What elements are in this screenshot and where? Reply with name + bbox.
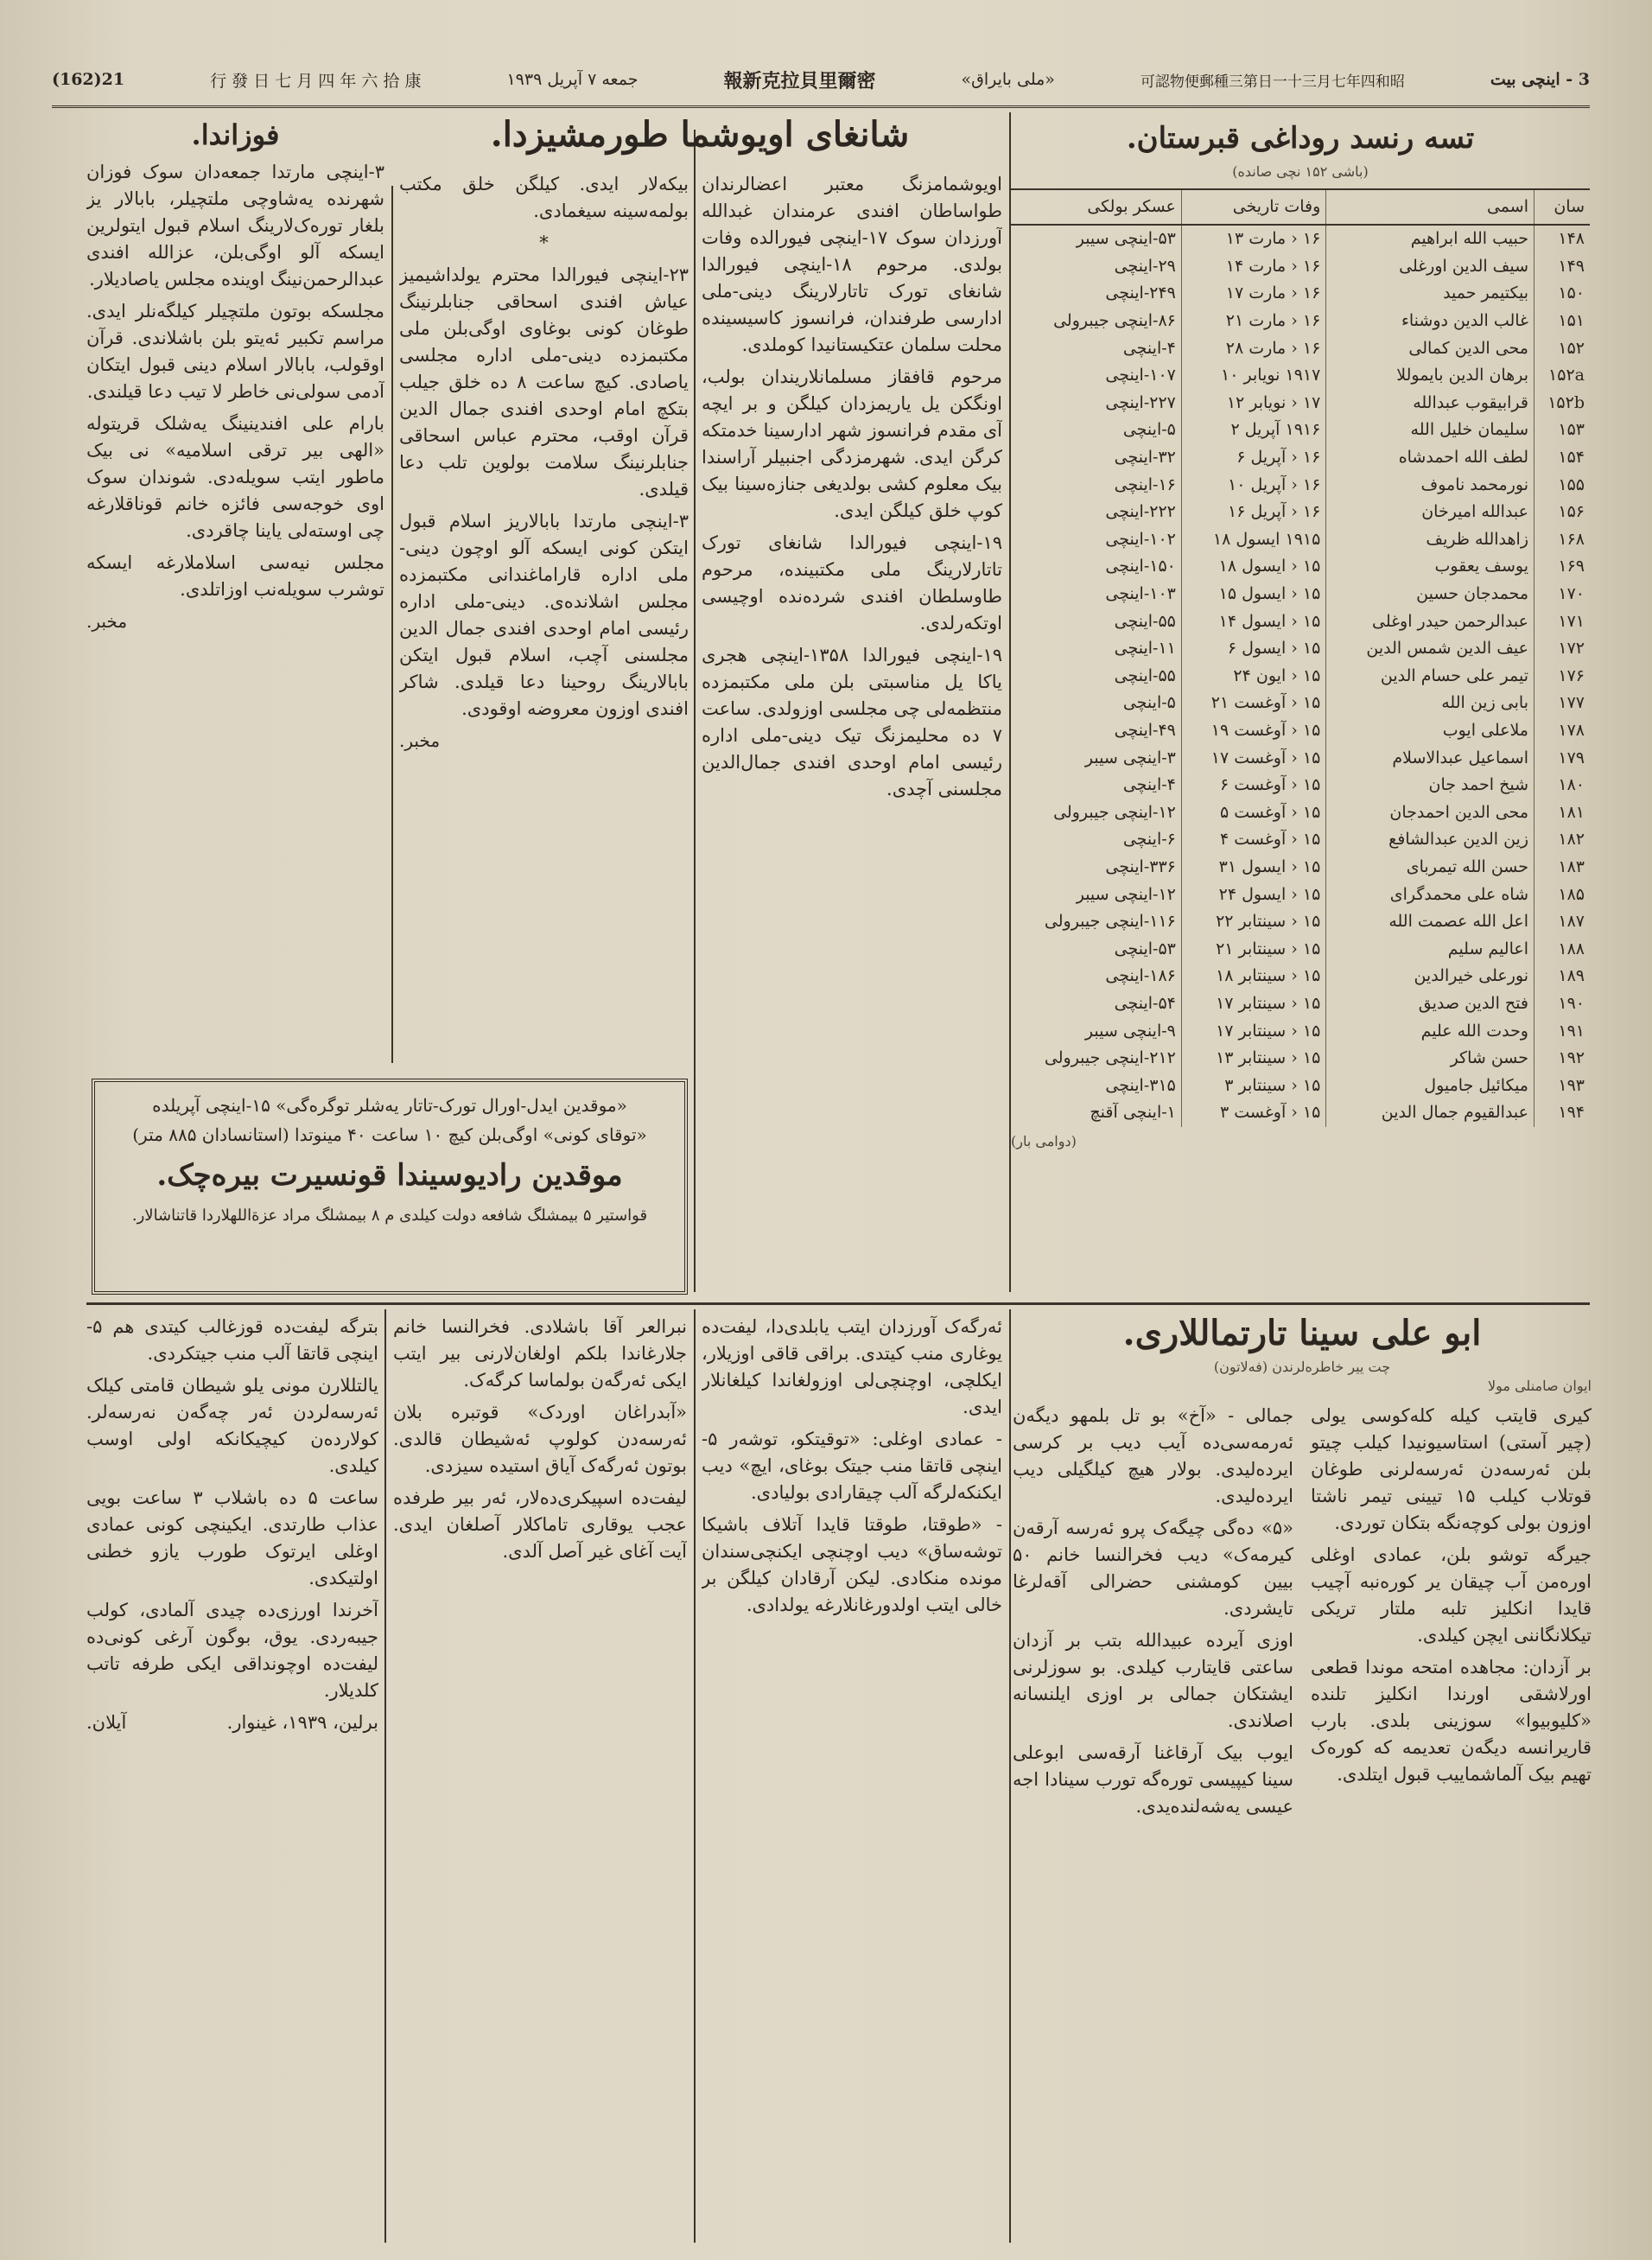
table-cell: ۱۵۱ (1558, 311, 1585, 331)
table-cell: لطف الله احمدشاه (1326, 444, 1534, 472)
separator-star: * (539, 232, 549, 253)
table-cell: میکائیل جامیول (1326, 1072, 1534, 1099)
table-row (1011, 553, 1590, 581)
table-cell: ۱۶ ‹ مارت ۱۴ (1181, 253, 1325, 281)
page-label: 3 - اینچی بیت (1490, 70, 1590, 89)
table-cell: زین الدین عبدالشافع (1326, 826, 1534, 854)
table-cell: ۸۶-اینچی جیبرولی (1011, 308, 1181, 335)
ad-line: «موقدین ایدل-اورال تورک-تاتار یه‌شلر توگره‌گی» ۱۵-اینچی آپریلده (152, 1095, 627, 1116)
table-cell: نورمحمد ناموف (1326, 471, 1534, 499)
table-cell: سلیمان خلیل الله (1326, 417, 1534, 444)
table-row (1011, 280, 1590, 308)
table-cell: ۱۸۳ (1558, 856, 1585, 876)
table-row (1011, 663, 1590, 691)
table-cell: ۱۶ ‹ مارت ۱۷ (1181, 280, 1325, 308)
table-cell: ۱۲-اینچی جیبرولی (1011, 799, 1181, 826)
table-row (1011, 717, 1590, 745)
table-cell: ۱۵ ‹ ایسول ۱۵ (1181, 581, 1325, 608)
table-cell: ۳-اینچی سیبر (1011, 744, 1181, 772)
table-row (1011, 390, 1590, 417)
table-row (1011, 744, 1590, 772)
table-cell: ۱۷۹ (1558, 748, 1585, 767)
table-cell: ۱۹۳ (1558, 1075, 1585, 1095)
table-cell: ۱۱-اینچی (1011, 635, 1181, 663)
table-cell: زاهدالله ظریف (1326, 526, 1534, 554)
table-header (1011, 189, 1590, 225)
table-cell: اعل الله عصمت الله (1326, 908, 1534, 936)
table-cell: ۱۸۲ (1558, 830, 1585, 850)
table-row (1011, 935, 1590, 963)
table-row (1011, 581, 1590, 608)
table-cell: ۱۵۲b (1547, 392, 1585, 412)
table-row (1011, 990, 1590, 1018)
table-cell: ۳۱۵-اینچی (1011, 1072, 1181, 1099)
table-cell: ۱۶ ‹ مارت ۱۳ (1181, 225, 1325, 253)
table-cell: ۱۶ ‹ آپریل ۶ (1181, 444, 1325, 472)
paragraph: اویوشمامزنگ معتبر اعضالرندان طواسا‌طان افندی عرمندان غبدالله آورزدان سوک ۱۷-اینچی فیورالده وفات بولدی. مرحوم ۱۸-اینچی فیورالدا شانغای تورک تاتارلارینگ دینی-ملی ادارسی طرفندان، فرانسوز کاسیسینده محلت سلمان عتکیستانیدا کوملدی. (702, 174, 1002, 355)
table-cell: وحدت الله علیم (1326, 1017, 1534, 1045)
table-row (1011, 826, 1590, 854)
cemetery-table (1011, 188, 1590, 1127)
table-row (1011, 308, 1590, 335)
table-cell: ۱۸۰ (1558, 775, 1585, 795)
table-cell: برهان الدین بایموللا (1326, 362, 1534, 390)
paragraph: «۵» ده‌گی چیگه‌ک پرو ئه‌رسه آرقه‌ن کیرمه‌ک» دیب فخرالنسا خانم ۵۰ بیین کومشنی حضرالی آقه‌لرغا تایشردی. (1013, 1518, 1293, 1619)
table-cell: ۱۶۸ (1558, 529, 1585, 549)
table-row (1011, 1099, 1590, 1127)
table-cell: ۱۴۸ (1558, 229, 1585, 249)
table-cell: ۱۵ ‹ ایون ۲۴ (1181, 663, 1325, 691)
paragraph: - عمادی اوغلی: «توقیتکو، توشه‌ر ۵-اینچی قاتقا منب جیتک بوغای، ایچ» دیب ایکنکه‌لرگه آلب چیقارادی بولیادی. (702, 1429, 1002, 1503)
table-cell: ۱۲-اینچی سیبر (1011, 881, 1181, 908)
table-cell: یوسف یعقوب (1326, 553, 1534, 581)
signature: مخبر. (399, 730, 441, 751)
table-cell: ۱۵۰ (1558, 283, 1585, 303)
table-cell: ۱۶ ‹ مارت ۲۱ (1181, 308, 1325, 335)
table-row (1011, 499, 1590, 526)
table-cell: ۱۰۷-اینچی (1011, 362, 1181, 390)
table-cell: ۱۷۷ (1558, 693, 1585, 713)
table-cell: ۱۷۶ (1558, 665, 1585, 685)
avicenna-byline: چت ییر خاطره‌لرندن (فه‌لاتون) (1213, 1359, 1391, 1375)
table-cell: ۱۸۹ (1558, 966, 1585, 986)
table-row (1011, 854, 1590, 882)
table-cell: ۵۴-اینچی (1011, 990, 1181, 1018)
continuation-col-a (702, 1314, 1002, 2247)
table-cell: ۱۷۱ (1558, 611, 1585, 631)
fuzan-title: فوزاندا. (191, 118, 280, 151)
ad-line: «توقای کونی» اوگی‌بلن کیچ ۱۰ ساعت ۴۰ مینوتدا (استانسادان ۸۸۵ متر) (132, 1124, 647, 1145)
avicenna-col-b (1311, 1403, 1592, 1825)
table-cell: ملاعلی ایوب (1326, 717, 1534, 745)
paragraph: ۲۳-اینچی فیورالدا محترم یولداشیمیز عیاش افندی اسحاقی جنابلرنینگ طوغان کونی بوغاوی اوگی‌بلن ملی مکتبمزده دینی-ملی اداره مجلسی یاصادی. کیچ ساعت ۸ ده خلق جیلب بتکچ امام اوحدی افندی جمال الدین قرآن اوقب، محترم عباس اسحاقی جنابلرنینگ سلامت بولوین تلب دعا قیلدی. (399, 264, 689, 500)
table-cell: ۱۵ ‹ آوغست ۵ (1181, 799, 1325, 826)
table-row (1011, 963, 1590, 990)
cemetery-title: تسه رنسد روداغی قبرستان. (1126, 121, 1475, 156)
table-cell: بیکتیمر حمید (1326, 280, 1534, 308)
avicenna-col-a (1013, 1403, 1293, 1825)
table-cell: ۱۵ ‹ سینتابر ۱۷ (1181, 1017, 1325, 1045)
table-row (1011, 772, 1590, 799)
table-row (1011, 908, 1590, 936)
table-cell: ۲۱۲-اینچی جیبرولی (1011, 1045, 1181, 1073)
table-cell: ۹-اینچی سیبر (1011, 1017, 1181, 1045)
table-cell: عبدالله امیرخان (1326, 499, 1534, 526)
continuation-col-c (86, 1314, 378, 2247)
table-cell: بابی زین الله (1326, 690, 1534, 717)
table-cell: ۱۷۸ (1558, 720, 1585, 740)
table-cell: ۱۵ ‹ سینتابر ۳ (1181, 1072, 1325, 1099)
table-cell: ۱۵ ‹ ایسول ۲۴ (1181, 881, 1325, 908)
paragraph: ۱۹-اینچی فیورالدا شانغای تورک تاتارلارینگ ملی مکتبینده، مرحوم طاوسلطان افندی شرده‌نده اوچیسی اوتکه‌رلدی. (702, 532, 1002, 633)
table-cell: ۱۰۲-اینچی (1011, 526, 1181, 554)
table-cell: ۱۰۳-اینچی (1011, 581, 1181, 608)
table-cell: ۱۵۲a (1548, 366, 1585, 385)
table-cell: ۱۹۱۵ ایسول ۱۸ (1181, 526, 1325, 554)
table-cell: ۴-اینچی (1011, 334, 1181, 362)
table-cell: ۱۹۱ (1558, 1021, 1585, 1041)
table-row (1011, 1017, 1590, 1045)
table-cell: ۱۵ ‹ سینتابر ۲۲ (1181, 908, 1325, 936)
table-cell: ۱۶۹ (1558, 557, 1585, 576)
table-cell: شیخ احمد جان (1326, 772, 1534, 799)
paragraph: یالتللارن مونی یلو شیطان قامتی کیلک ئه‌رسه‌لردن ئه‌ر چه‌گه‌ن نه‌رسه‌لر. کولارده‌ن کیچیکانکه اولی اوسب کیلدی. (86, 1375, 378, 1476)
column-rule (1009, 1309, 1011, 2243)
table-cell: ۱۸۱ (1558, 802, 1585, 822)
table-cell: ۲۴۹-اینچی (1011, 280, 1181, 308)
table-cell: ۱۵ ‹ ایسول ۱۴ (1181, 608, 1325, 635)
continuation-col-b (393, 1314, 687, 2247)
table-cell: ۵-اینچی (1011, 690, 1181, 717)
paragraph: بترگه لیفت‌ده قوزغالب کیتدی هم ۵-اینچی قاتقا آلب منب جیتکردی. (86, 1316, 378, 1364)
issue-number: (162)21 (52, 70, 125, 89)
table-cell: ۱۵ ‹ ایسول ۳۱ (1181, 854, 1325, 882)
table-cell: ۵۳-اینچی (1011, 935, 1181, 963)
table-cell: ۲۲۲-اینچی (1011, 499, 1181, 526)
table-cell: ۱۵ ‹ آوغست ۱۹ (1181, 717, 1325, 745)
table-cell: ۱-اینچی آقنچ (1011, 1099, 1181, 1127)
shanghai-col-a (702, 171, 1002, 1286)
table-cell: ۱۵۶ (1558, 502, 1585, 522)
table-cell: ۱۵ ‹ ایسول ۱۸ (1181, 553, 1325, 581)
article-footer (86, 1709, 378, 1736)
table-cell: ۱۴۹ (1558, 256, 1585, 276)
table-cell: ۱۵ ‹ آوغست ۲۱ (1181, 690, 1325, 717)
table-row (1011, 526, 1590, 554)
paragraph: ۳-اینچی مارتدا بابالاریز اسلام قبول ایتکن کونی ایسکه آلو اوچون دینی-ملی اداره قاراماغندانی مکتبمزده مجلس اشلانده‌ی. دینی-ملی اداره رئیسی امام اوحدی افندی جمال الدین مجلسنی آچب، اسلام قبول ایتکن بابالارینگ روحینا دعا قیلدی. شاکر افندی اوزون معروضه اوقودی. (399, 511, 689, 719)
table-cell: ۶-اینچی (1011, 826, 1181, 854)
paragraph: مجلس نیه‌سی اسلاملارغه ایسکه توشرب سویله‌نب اوزاتلدی. (86, 552, 384, 600)
table-cell: ۱۵ ‹ آوغست ۴ (1181, 826, 1325, 854)
table-cell: عبدالقیوم جمال الدین (1326, 1099, 1534, 1127)
table-cell: ۳۳۶-اینچی (1011, 854, 1181, 882)
table-row (1011, 471, 1590, 499)
paragraph: لیفت‌ده اسپیکری‌ده‌لار، ئه‌ر بیر طرفده عجب یوقاری تاماکلار آصلغان ایدی. آیت آغای غیر آصل آلدی. (393, 1487, 687, 1562)
table-cell: ۱۹۴ (1558, 1103, 1585, 1123)
table-cell: ۱۸۵ (1558, 884, 1585, 904)
japanese-title: 報新克拉貝里爾密 (723, 69, 876, 92)
paragraph: ساعت ۵ ده باشلاب ۳ ساعت بویی عذاب طارتدی. ایکینچی کونی عمادی اوغلی ایرتوک طورب یازو خطنی اولتیکدی. (86, 1487, 378, 1588)
avicenna-section (1013, 1309, 1592, 2247)
avicenna-title: ابو علی سینا تارتماللاری. (1122, 1313, 1482, 1353)
table-cell: ۱۵۴ (1558, 448, 1585, 468)
section-divider (86, 1302, 1590, 1305)
column-rule (384, 1309, 386, 2243)
table-cell: ۱۵۰-اینچی (1011, 553, 1181, 581)
paragraph: - «طوقتا، طوقتا قایدا آتلاف باشیکا توشه‌ساق» دیب اوچنچی ایکنچی‌سندان مونده منکادی. لیکن آرقادان کیلگن بر خالی ایتب اولدورغانلارغه یولدادی. (702, 1514, 1002, 1615)
table-row (1011, 417, 1590, 444)
paragraph: آخرندا اورزی‌ده چیدی آلمادی، کولب جیبه‌ردی. یوق، بوگون آرغی کونی‌ده لیفت‌ده اوچونداقی ایکی طرفه تاتب کلدیلار. (86, 1600, 378, 1701)
table-cell: محمدجان حسین (1326, 581, 1534, 608)
table-cell: ۱۵ ‹ آوغست ۱۷ (1181, 744, 1325, 772)
table-cell: حسن الله تیمربای (1326, 854, 1534, 882)
table-cell: ۱۵ ‹ سینتابر ۲۱ (1181, 935, 1325, 963)
table-cell: ۱۹۰ (1558, 993, 1585, 1013)
table-row (1011, 225, 1590, 253)
table-cell: ۲۲۷-اینچی (1011, 390, 1181, 417)
japanese-date: 行 發 日 七 月 四 年 六 拾 康 (210, 71, 422, 91)
table-cell: ۲۹-اینچی (1011, 253, 1181, 281)
table-cell: ۱۱۶-اینچی جیبرولی (1011, 908, 1181, 936)
table-row (1011, 253, 1590, 281)
paragraph: بیکه‌لار ایدی. کیلگن خلق مکتب بولمه‌سینه سیغمادی. (399, 174, 689, 221)
cemetery-footer: (دوامی بار) (1011, 1132, 1077, 1149)
paragraph: ۱۹-اینچی فیورالدا ۱۳۵۸-اینچی هجری یاکا یل مناسبتی بلن ملی مکتبمزده منتظمه‌لی چی مجلسی اوزولدی. ساعت ۷ ده محلیمزنگ تیک دینی-ملی اداره رئیسی امام اوحدی افندی جمال‌الدین مجلسنی آچدی. (702, 645, 1002, 799)
shanghai-col-b (399, 171, 689, 1070)
table-cell: ۱۵۵ (1558, 474, 1585, 494)
table-cell: ۱۶-اینچی (1011, 471, 1181, 499)
concert-ad (92, 1079, 688, 1295)
column-rule (694, 130, 696, 1292)
signature: مخبر. (86, 611, 128, 632)
shanghai-title: شانغای اویوشما طورمشیزدا. (490, 114, 910, 155)
table-cell: ۱۶ ‹ مارت ۲۸ (1181, 334, 1325, 362)
paragraph: جمالی - «آخ» بو تل بلمهو دیگه‌ن ئه‌رمه‌سی‌ده آیب دیب بر کرسی ایرده‌لیدی. بولار هیچ کیلگیلی دیب ایرده‌لیدی. (1013, 1405, 1293, 1506)
table-cell: ۱۷۰ (1558, 584, 1585, 604)
paragraph: جیرگه توشو بلن، عمادی اوغلی اوره‌من آب چیقان یر کوره‌نبه آچیب قایدا انکلیز تلبه ملتار تریکی تیکلانگاننی ایچن کیلدی. (1311, 1544, 1592, 1646)
table-cell: ۴۹-اینچی (1011, 717, 1181, 745)
table-cell: ۱۸۸ (1558, 939, 1585, 958)
column-header: اسمی (1326, 189, 1534, 225)
table-row (1011, 799, 1590, 826)
paragraph: ایوب بیک آرقاغنا آرقه‌سی ابوعلی سینا کیپیسی توره‌گه تورب سینادا اجه عیسی یه‌شه‌لنده‌یدی. (1013, 1742, 1293, 1817)
dateline: برلین، ۱۹۳۹، غینوار. (226, 1712, 378, 1733)
paragraph: ۳-اینچی مارتدا جمعه‌دان سوک فوزان شهرنده یه‌شاوچی ملتچیلر، بابالار یز بلغار توره‌ک‌لارینگ اسلام قبول ایتولرین ایسکه آلو اوگی‌بلن، عزالله افندی عبدالرحمن‌نینگ اوینده مجلس یاصادیلار. (86, 162, 384, 290)
issue-date: جمعه ۷ آپریل ۱۹۳۹ (506, 70, 639, 89)
paragraph: مرحوم قافقاز مسلمانلاریندان بولب، اونگکن یل یاریمزدان کیلگن و بر ایچه آی مقدم فرانسوز شهر ادارسینا خدمتکه کرگن ایدی. شهرمزدگی اجنبیلر آراسندا بیک معلوم کشی بولدیغی جنازه‌سینا بیک کوپ خلق کیلگن ایدی. (702, 366, 1002, 521)
paragraph: نبرالعر آقا باشلادی. فخرالنسا خانم جلارغاندا بلکم اولغان‌لارنی بیر ایتب ایکی ئه‌رگه‌ن بولماسا کرگه‌ک. (393, 1316, 687, 1391)
column-rule (391, 186, 393, 1063)
paragraph: مجلسکه بوتون ملتچیلر کیلگه‌نلر ایدی. مراسم تکبیر ئه‌یتو بلن باشلاندی. قرآن اوقولب، بابالار اسلام دینی قبول ایتکان آدمی سولی‌نی خاطر لا تیب دعا قیلندی. (86, 301, 384, 402)
table-cell: ۱۸۶-اینچی (1011, 963, 1181, 990)
cemetery-rows (1011, 225, 1590, 1127)
paragraph: کیری قایتب کیله کله‌کوسی یولی (چیر آستی) استاسیونیدا کیلب چیتو بلن ئه‌رسه‌دن ئه‌رسه‌لرنی طوغان قوتلاب کیلب ۱۵ تیینی تیمر ناشتا اوزون بولی کوچه‌نگه بتکان توردی. (1311, 1405, 1592, 1533)
table-cell: ۱۵ ‹ سینتابر ۱۸ (1181, 963, 1325, 990)
table-row (1011, 334, 1590, 362)
table-row (1011, 608, 1590, 635)
table-cell: ۳۲-اینچی (1011, 444, 1181, 472)
table-cell: قرابیقوب عبدالله (1326, 390, 1534, 417)
paragraph: اوزی آیرده عبیدالله بتب بر آزدان ساعتی قایتارب کیلدی. بو سوزلرنی ایشتکان جمالی بر اوزی ایلنسانه اصلاندی. (1013, 1630, 1293, 1731)
table-cell: محی الدین کمالی (1326, 334, 1534, 362)
table-cell: سیف الدین اورغلی (1326, 253, 1534, 281)
table-cell: اعالیم سلیم (1326, 935, 1534, 963)
table-cell: تیمر علی حسام الدین (1326, 663, 1534, 691)
paragraph: «آبدراغان اوردک» قوتبره بلان ئه‌رسه‌دن کولوپ ئه‌شیطان قالدی. بوتون ئه‌رگه‌ک آیاق استیده سیزدی. (393, 1402, 687, 1476)
table-cell: ۱۷۲ (1558, 639, 1585, 659)
column-header: سان (1534, 189, 1591, 225)
avicenna-signature: ایوان صامنلی مولا (1488, 1378, 1592, 1394)
table-cell: ۵۵-اینچی (1011, 608, 1181, 635)
ad-headline: موقدین رادیوسیندا قونسیرت بیره‌چک. (156, 1158, 623, 1193)
table-cell: ۱۷ ‹ نویابر ۱۲ (1181, 390, 1325, 417)
table-cell: اسماعیل عبدالاسلام (1326, 744, 1534, 772)
paragraph: ئه‌رگه‌ک آورزدان ایتب یابلدی‌دا، لیفت‌ده یوغاری منب کیتدی. براقی قاقی اوزیلار، ایکلچی، اوچنچی‌لی اوزولغاندا کیلغانلار ایدی. (702, 1316, 1002, 1417)
paper-name: «ملی بایراق» (961, 70, 1055, 89)
table-row (1011, 444, 1590, 472)
cemetery-section (1011, 114, 1590, 1298)
table-cell: ۱۵۲ (1558, 338, 1585, 358)
table-cell: ۱۵ ‹ آوغست ۶ (1181, 772, 1325, 799)
table-cell: ۱۹۲ (1558, 1048, 1585, 1068)
table-cell: غالب الدین دوشناء (1326, 308, 1534, 335)
table-cell: شاه علی محمدگرای (1326, 881, 1534, 908)
table-row (1011, 1072, 1590, 1099)
table-cell: نورعلی خیرالدین (1326, 963, 1534, 990)
table-cell: ۱۵ ‹ سینتابر ۱۷ (1181, 990, 1325, 1018)
table-row (1011, 881, 1590, 908)
ad-line: قواستیر ۵ بیمشلگ شافعه دولت کیلدی م ۸ بیمشلگ مراد عزةاللهلاردا قاتناشالار. (131, 1206, 648, 1225)
table-cell: ۵۵-اینچی (1011, 663, 1181, 691)
paragraph: بارام علی افندینینگ یه‌شلک قریتوله «الهی بیر ترقی اسلامیه» نی بیک ماطور ایتب سویله‌دی. شوندان سوک اوی خوجه‌سی فائزه خانم قوناقلارغه چی اوسته‌لی یاینا چاقردی. (86, 413, 384, 541)
table-cell: ۴-اینچی (1011, 772, 1181, 799)
table-cell: ۵-اینچی (1011, 417, 1181, 444)
table-cell: عیف الدین شمس الدین (1326, 635, 1534, 663)
table-cell: ۱۵ ‹ آوغست ۳ (1181, 1099, 1325, 1127)
avicenna-columns (1013, 1403, 1592, 1825)
masthead (52, 54, 1590, 108)
table-cell: ۱۶ ‹ آپریل ۱۰ (1181, 471, 1325, 499)
table-cell: ۱۶ ‹ آپریل ۱۶ (1181, 499, 1325, 526)
table-cell: محی الدین احمدجان (1326, 799, 1534, 826)
table-cell: ۱۹۱۷ نویابر ۱۰ (1181, 362, 1325, 390)
table-row (1011, 362, 1590, 390)
author: آیلان. (86, 1712, 127, 1733)
table-row (1011, 635, 1590, 663)
column-header: عسکر بولکی (1011, 189, 1181, 225)
column-rule (694, 1309, 696, 2243)
table-row (1011, 690, 1590, 717)
japanese-notice: 可認物便郵種三第日一十三月七年四和昭 (1140, 73, 1405, 91)
table-cell: حسن شاکر (1326, 1045, 1534, 1073)
column-header: وفات تاریخی (1181, 189, 1325, 225)
table-row (1011, 1045, 1590, 1073)
paragraph: بر آزدان: مجاهده امتحه موندا قطعی اورلاشقی اورندا انکلیز تلنده «کلیوبیوا» سوزینی بلدی. بارب قاریرانسه دیگه‌ن تعدیمه که کوره‌ک تهیم بیک آلماشماییب قبول ایتلدی. (1311, 1657, 1592, 1785)
table-cell: ۱۸۷ (1558, 912, 1585, 932)
table-cell: فتح الدین صدیق (1326, 990, 1534, 1018)
fuzan-col (86, 111, 384, 1070)
table-cell: ۱۵۳ (1558, 420, 1585, 440)
table-cell: ۱۵ ‹ ایسول ۶ (1181, 635, 1325, 663)
table-cell: عبدالرحمن حیدر اوغلی (1326, 608, 1534, 635)
table-cell: ۱۹۱۶ آپریل ۲ (1181, 417, 1325, 444)
table-cell: حبیب الله ابراهیم (1326, 225, 1534, 253)
table-cell: ۱۵ ‹ سینتابر ۱۳ (1181, 1045, 1325, 1073)
cemetery-subtitle: (باشی ۱۵۲ نچی صانده) (1232, 163, 1369, 180)
table-cell: ۵۳-اینچی سیبر (1011, 225, 1181, 253)
